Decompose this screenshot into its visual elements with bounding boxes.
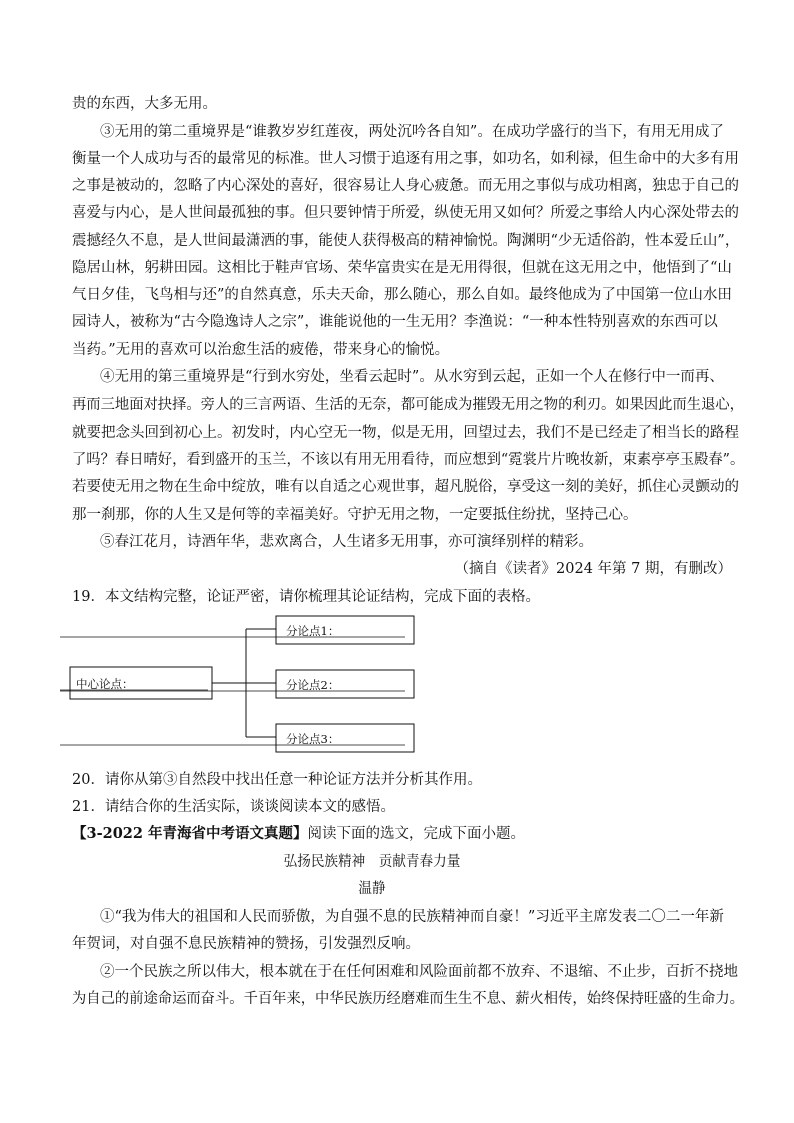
paragraph-1-line: ①“我为伟大的祖国和人民而骄傲，为自强不息的民族精神而自豪！”习近平主席发表二〇二一年新 [100, 909, 724, 925]
paragraph-3-line: 隐居山林，躬耕田园。这相比于鞋声官场、荣华富贵实在是无用得很，但就在这无用之中，他悟到了“山 [72, 260, 732, 276]
paragraph-4-line: 就要把念头回到初心上。初发时，内心空无一物，似是无用，回望过去，我们不是已经走了相当长的路程 [72, 425, 739, 441]
paragraph-3-line: 园诗人，被称为“古今隐逸诗人之宗”，谁能说他的一生无用？李渔说：“一种本性特别喜欢的东西可以 [72, 314, 718, 330]
paragraph-5-line: ⑤春江花月，诗酒年华，悲欢离合，人生诸多无用事，亦可演绎别样的精彩。 [100, 534, 593, 550]
paragraph-4-line: 若要使无用之物在生命中绽放，唯有以自适之心观世事，超凡脱俗，享受这一刻的美好，抓住心灵颤动的 [72, 479, 739, 495]
paragraph-line: 贵的东西，大多无用。 [72, 96, 217, 112]
paragraph-3-line: 震撼经久不息，是人世间最潇洒的事，能使人获得极高的精神愉悦。陶渊明“少无适俗韵，性本爱丘山”， [72, 233, 740, 249]
argument-structure-diagram [60, 610, 440, 760]
question-19: 19．本文结构完整，论证严密，请你梳理其论证结构，完成下面的表格。 [72, 589, 540, 605]
paragraph-3-line: 气日夕佳，飞鸟相与还”的自然真意，乐夫天命，那么随心，那么自如。最终他成为了中国第一位山水田 [72, 287, 732, 303]
paragraph-3-line: ③无用的第二重境界是“谁教岁岁红莲夜，两处沉吟各自知”。在成功学盛行的当下，有用无用成了 [100, 124, 724, 140]
paragraph-1-line: 年贺词，对自强不息民族精神的赞扬，引发强烈反响。 [72, 936, 420, 952]
sub-argument-3-label: 分论点3： [286, 732, 340, 746]
center-argument-label: 中心论点： [76, 677, 134, 691]
source-citation: （摘自《读者》2024 年第 7 期，有删改） [454, 561, 732, 577]
exam-source-label: 【3-2022 年青海省中考语文真题】 [72, 825, 308, 842]
paragraph-4-line: ④无用的第三重境界是“行到水穷处，坐看云起时”。从水穷到云起，正如一个人在修行中一而再、 [100, 369, 724, 385]
paragraph-4-line: 再而三地面对抉择。旁人的三言两语、生活的无奈，都可能成为摧毁无用之物的利刃。如果因此而生退心， [72, 397, 744, 413]
sub-argument-1-label: 分论点1： [286, 624, 340, 638]
article-author: 温静 [358, 881, 386, 897]
sub-argument-2-label: 分论点2： [286, 678, 340, 692]
section-instruction: 阅读下面的选文，完成下面小题。 [307, 826, 526, 842]
question-20: 20．请你从第③自然段中找出任意一种论证方法并分析其作用。 [72, 772, 482, 788]
paragraph-2-line: ②一个民族之所以伟大，根本就在于在任何困难和风险面前都不放弃、不退缩、不止步，百折不挠地 [100, 964, 738, 980]
paragraph-4-line: 了吗？春日晴好，看到盛开的玉兰，不该以有用无用看待，而应想到“霓裳片片晚妆新，束素亭亭玉殿春”。 [72, 452, 745, 468]
paragraph-3-line: 衡量一个人成功与否的最常见的标准。世人习惯于追逐有用之事，如功名，如利禄，但生命中的大多有用 [72, 151, 739, 167]
paragraph-4-line: 那一刹那，你的人生又是何等的幸福美好。守护无用之物，一定要抵住纷扰，坚持己心。 [72, 507, 638, 523]
section-intro [72, 824, 525, 844]
article-title: 弘扬民族精神 贡献青春力量 [283, 854, 461, 870]
paragraph-3-line: 之事是被动的，忽略了内心深处的喜好，很容易让人身心疲惫。而无用之事似与成功相离，独忠于自己的 [72, 178, 739, 194]
question-21: 21．请结合你的生活实际，谈谈阅读本文的感悟。 [72, 799, 395, 815]
paragraph-2-line: 为自己的前途命运而奋斗。千百年来，中华民族历经磨难而生生不息、薪火相传，始终保持旺盛的生命力。 [72, 991, 744, 1007]
paragraph-3-line: 喜爱与内心，是人世间最孤独的事。但只要钟情于所爱，纵使无用又如何？所爱之事给人内心深处带去的 [72, 205, 739, 221]
paragraph-3-line: 当药。”无用的喜欢可以治愈生活的疲倦，带来身心的愉悦。 [72, 342, 450, 358]
